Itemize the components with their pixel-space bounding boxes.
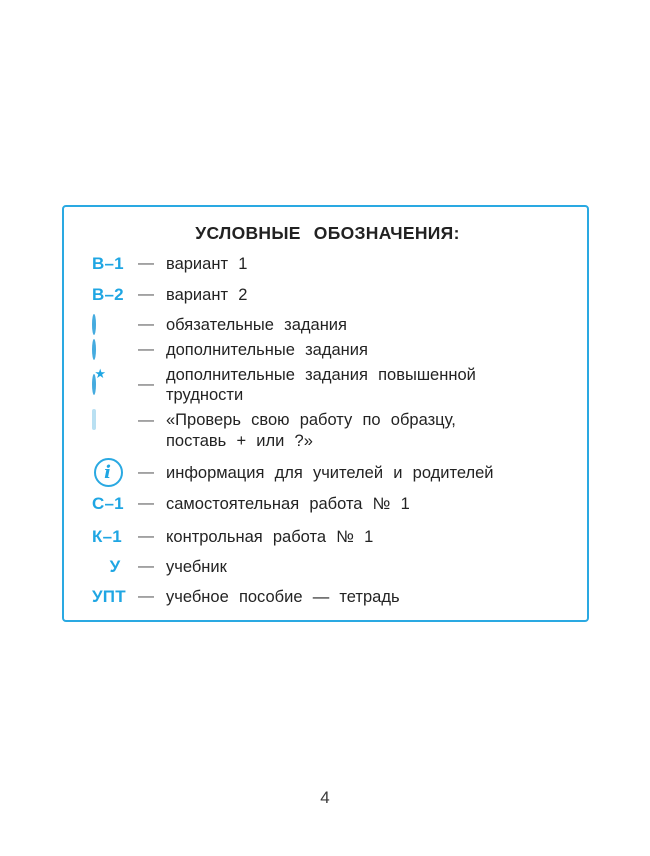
dash-separator: — — [138, 316, 154, 333]
legend-row-textbook — [92, 557, 563, 577]
symbol-cell — [92, 315, 138, 335]
legend-row-independent-work — [92, 494, 563, 514]
legend-row-workbook — [92, 587, 563, 607]
symbol-cell — [92, 458, 138, 487]
legend-row-variant-1 — [92, 254, 563, 274]
dash-separator: — — [138, 558, 154, 575]
symbol-cell — [92, 340, 138, 360]
row-label: С–1 — [92, 494, 124, 513]
legend-row-info — [92, 458, 563, 487]
checkbox-square-icon — [92, 409, 96, 430]
filled-circle-icon — [92, 314, 96, 335]
row-description: контрольная работа № 1 — [166, 528, 374, 546]
row-label: К–1 — [92, 527, 122, 546]
legend-row-required-tasks — [92, 315, 563, 335]
row-description: обязательные задания — [166, 316, 347, 334]
symbol-cell — [92, 410, 138, 430]
star-icon: ★ — [94, 366, 106, 381]
legend-row-variant-2 — [92, 285, 563, 305]
dash-separator: — — [138, 376, 154, 393]
dash-separator: — — [138, 588, 154, 605]
row-label: У — [109, 557, 121, 576]
circle-star-icon — [92, 366, 106, 393]
legend-row-check-your-work — [92, 410, 563, 452]
dash-separator: — — [138, 528, 154, 545]
row-description: вариант 1 — [166, 255, 248, 273]
row-description — [166, 410, 563, 452]
dash-separator: — — [138, 286, 154, 303]
row-label: В–1 — [92, 254, 124, 273]
row-label: В–2 — [92, 285, 124, 304]
dash-separator: — — [138, 341, 154, 358]
legend-row-advanced-tasks — [92, 365, 563, 405]
dash-separator: — — [138, 495, 154, 512]
row-description: дополнительные задания — [166, 341, 368, 359]
dash-separator: — — [138, 463, 154, 481]
info-icon — [94, 458, 123, 487]
legend-row-control-work — [92, 527, 563, 547]
row-description: самостоятельная работа № 1 — [166, 495, 410, 513]
row-description: учебник — [166, 558, 227, 576]
legend-box — [62, 205, 589, 622]
row-description: вариант 2 — [166, 286, 248, 304]
row-label: УПТ — [92, 587, 126, 606]
row-description: дополнительные задания повышенной трудности — [166, 366, 476, 404]
circle-icon — [92, 339, 96, 360]
description-line-1: «Проверь свою работу по образцу, — [166, 411, 456, 429]
legend-title: УСЛОВНЫЕ ОБОЗНАЧЕНИЯ: — [195, 223, 460, 243]
dash-separator: — — [138, 412, 154, 429]
symbol-cell — [92, 366, 138, 395]
row-description: учебное пособие — тетрадь — [166, 588, 400, 606]
legend-row-additional-tasks — [92, 340, 563, 360]
page-number: 4 — [320, 788, 330, 807]
description-line-2: поставь + или ?» — [166, 432, 313, 450]
row-description: информация для учителей и родителей — [166, 463, 494, 482]
dash-separator: — — [138, 255, 154, 272]
info-glyph: i — [104, 461, 111, 483]
